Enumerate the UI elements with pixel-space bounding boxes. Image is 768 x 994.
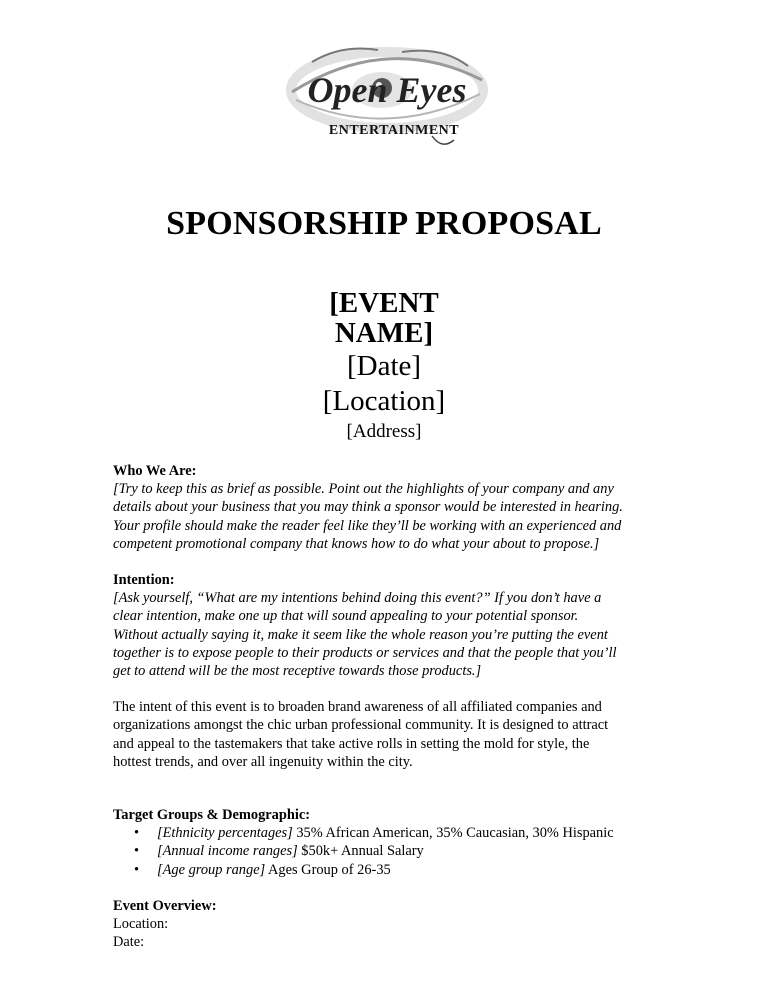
target-groups-list xyxy=(113,824,673,879)
event-location: [Location] xyxy=(322,385,446,417)
bullet-icon: • xyxy=(134,843,140,860)
company-logo xyxy=(282,40,492,152)
target-groups-heading: Target Groups & Demographic: xyxy=(113,807,311,824)
page-title: SPONSORSHIP PROPOSAL xyxy=(166,205,602,242)
intent-statement-line: organizations amongst the chic urban professional community. It is designed to attract xyxy=(113,717,609,734)
who-we-are-line: details about your business that you may think a sponsor would be interested in hearing. xyxy=(113,499,623,516)
list-item xyxy=(113,842,673,860)
intention-line: together is to expose people to their products or services and that the people that you’ll xyxy=(113,644,617,661)
logo-subtitle: ENTERTAINMENT xyxy=(328,123,460,138)
demographic-value: Ages Group of 26-35 xyxy=(265,861,391,878)
event-name: [EVENT NAME] xyxy=(329,287,439,349)
who-we-are-line: Your profile should make the reader feel like they’ll be working with an experienced and xyxy=(113,517,622,534)
document-body xyxy=(113,462,673,951)
intention-line: [Ask yourself, “What are my intentions behind doing this event?” If you don’t have a xyxy=(113,590,602,607)
demographic-label: [Annual income ranges] xyxy=(157,843,298,860)
list-item xyxy=(113,824,673,842)
event-header xyxy=(284,288,484,446)
event-date: [Date] xyxy=(346,350,422,382)
who-we-are-heading: Who We Are: xyxy=(113,463,197,479)
intent-statement-line: hottest trends, and over all ingenuity within the city. xyxy=(113,753,413,770)
event-overview-heading: Event Overview: xyxy=(113,897,217,914)
demographic-label: [Age group range] xyxy=(157,861,266,878)
list-item xyxy=(113,861,673,879)
overview-location-label: Location: xyxy=(113,916,169,933)
demographic-label: [Ethnicity percentages] xyxy=(157,825,293,842)
intent-statement-line: The intent of this event is to broaden brand awareness of all affiliated companies and xyxy=(113,699,602,716)
intent-statement-line: and appeal to the tastemakers that take active rolls in setting the mold for style, the xyxy=(113,735,590,752)
intention-line: clear intention, make one up that will sound appealing to your potential sponsor. xyxy=(113,608,579,625)
event-address: [Address] xyxy=(346,421,422,442)
who-we-are-line: competent promotional company that knows how to do what your about to propose.] xyxy=(113,535,600,552)
overview-date-label: Date: xyxy=(113,934,145,951)
who-we-are-line: [Try to keep this as brief as possible. Point out the highlights of your company and any xyxy=(113,481,614,498)
bullet-icon: • xyxy=(134,825,140,842)
logo-wordmark: Open Eyes xyxy=(307,70,467,110)
intention-heading: Intention: xyxy=(113,572,175,589)
demographic-value: 35% African American, 35% Caucasian, 30% Hispanic xyxy=(292,825,614,842)
intention-line: Without actually saying it, make it seem like the whole reason you’re putting the event xyxy=(113,626,608,643)
bullet-icon: • xyxy=(134,861,140,878)
intention-line: get to attend will be the most receptive towards those products.] xyxy=(113,663,482,680)
demographic-value: $50k+ Annual Salary xyxy=(297,843,424,860)
